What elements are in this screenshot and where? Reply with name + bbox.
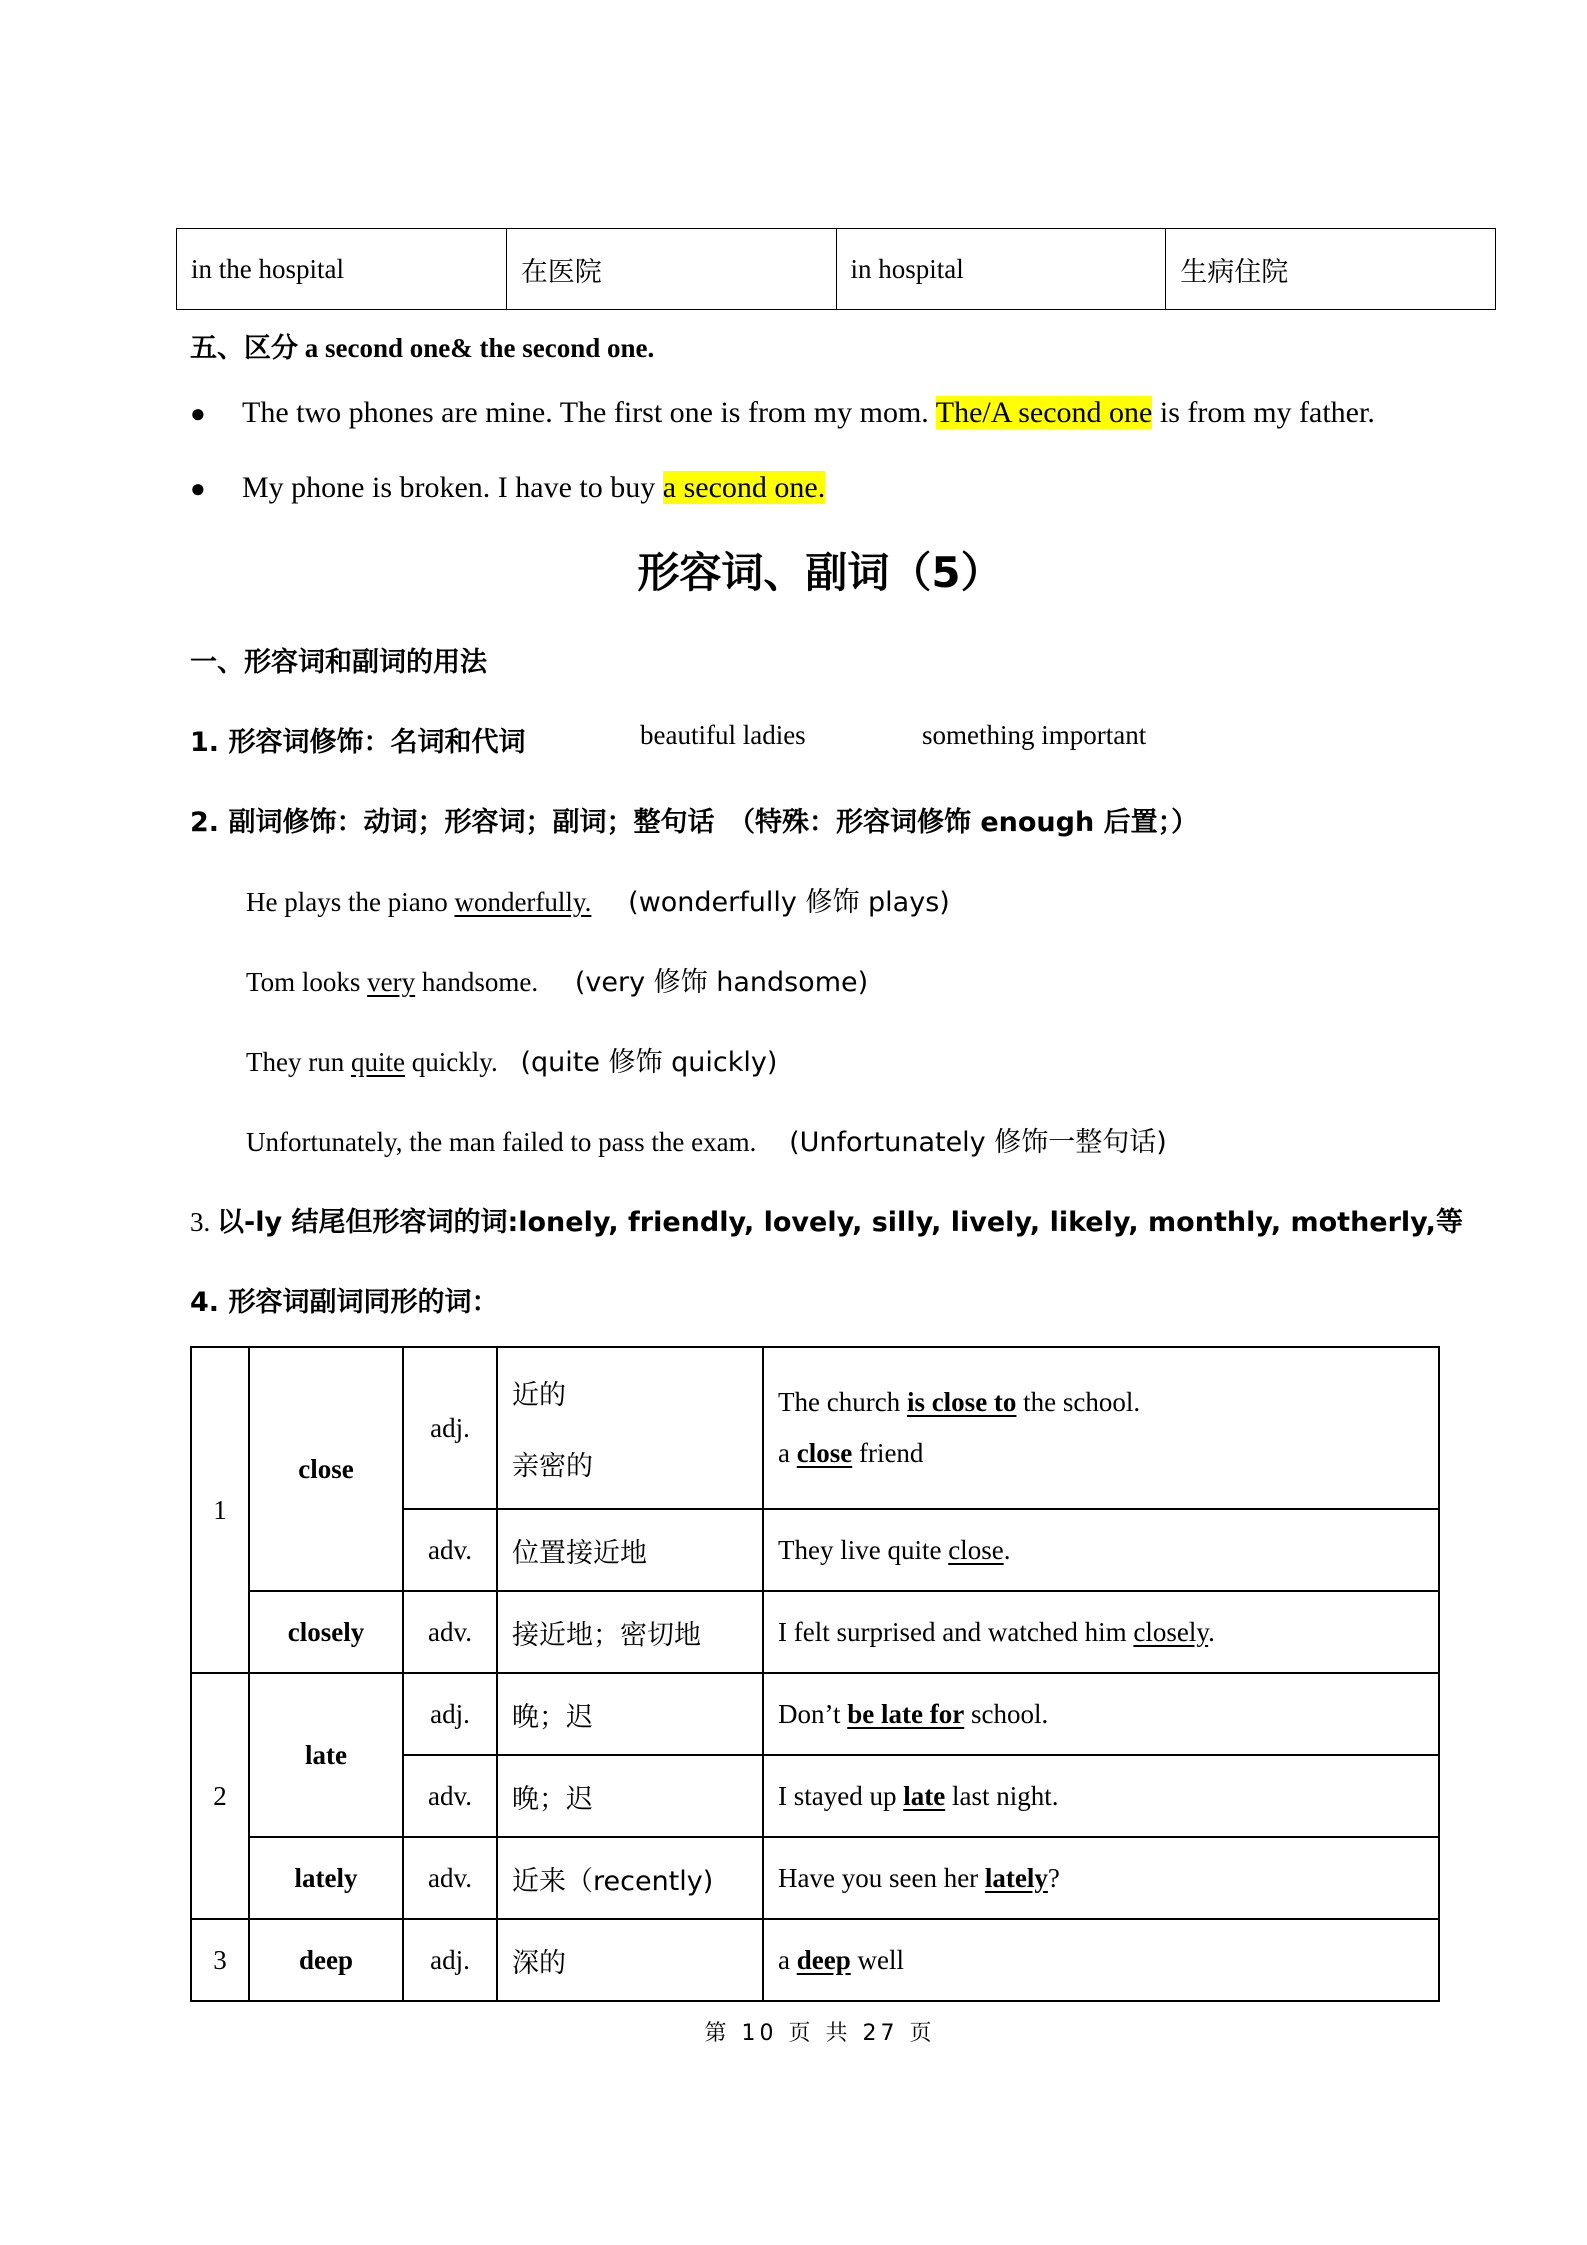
section1-2-label: 2. 副词修饰：动词；形容词；副词；整句话 （特殊：形容词修饰 enough 后置；） (190, 807, 1199, 838)
example-line (778, 1438, 1424, 1469)
example-text: well (850, 1944, 904, 1975)
example-text: Have you seen her (778, 1862, 985, 1893)
table-cell: in the hospital (177, 229, 507, 310)
section1-3 (190, 1200, 1463, 1239)
keyword: lately (984, 1862, 1048, 1893)
example-text: the school. (1016, 1387, 1141, 1417)
example-cell (763, 1673, 1439, 1755)
bullet-text: is from my father. (1152, 396, 1375, 429)
example-note: (very 修饰 handsome) (574, 967, 869, 998)
example-text: ? (1047, 1862, 1060, 1893)
highlight-text: The/A second one (935, 396, 1153, 429)
section1-1-label: 1. 形容词修饰：名词和代词 (190, 727, 526, 758)
example-cell (763, 1837, 1439, 1919)
example-phrase: something important (922, 720, 1147, 750)
highlight-text: a second one. (662, 471, 826, 504)
keyword: be late for (847, 1698, 965, 1729)
example-sentence (246, 1120, 1167, 1159)
example-text: Don’t (778, 1698, 848, 1729)
keyword: close (796, 1438, 853, 1468)
table-row (191, 1837, 1439, 1919)
underlined-word: wonderfully. (454, 887, 592, 917)
pos-cell: adj. (403, 1673, 497, 1755)
example-phrase: beautiful ladies (640, 720, 806, 750)
meaning-cell: 近来（recently) (497, 1837, 763, 1919)
section5-heading (190, 326, 654, 365)
keyword: is close to (906, 1387, 1017, 1417)
example-cell (763, 1591, 1439, 1673)
example-note: (Unfortunately 修饰一整句话) (789, 1127, 1167, 1158)
pos-cell: adv. (403, 1509, 497, 1591)
meaning-text: 亲密的 (512, 1451, 593, 1482)
meaning-cell: 晚；迟 (497, 1755, 763, 1837)
example-cell (763, 1509, 1439, 1591)
meaning-cell: 晚；迟 (497, 1673, 763, 1755)
same-form-words-table (190, 1346, 1440, 2002)
example-text: . (1003, 1534, 1011, 1565)
underlined-word: quite (350, 1047, 405, 1077)
example-cell (763, 1919, 1439, 2001)
bullet-text: My phone is broken. I have to buy (242, 471, 663, 504)
example-cell (763, 1755, 1439, 1837)
example-text: a (778, 1944, 797, 1975)
bullet-icon: ● (190, 474, 206, 503)
example-sentence (246, 880, 950, 919)
sentence-text: handsome. (415, 967, 539, 997)
keyword: deep (796, 1944, 851, 1975)
sentence-text: Unfortunately, the man failed to pass the exam. (246, 1127, 757, 1157)
keyword: close (948, 1534, 1004, 1565)
pos-cell: adv. (403, 1837, 497, 1919)
example-text: a (778, 1438, 797, 1468)
row-number: 1 (191, 1347, 249, 1673)
example-text: last night. (945, 1780, 1059, 1811)
table-cell: 生病住院 (1166, 229, 1496, 310)
hospital-table (176, 228, 1496, 310)
section1-3-num: 3. (190, 1207, 217, 1237)
pos-cell: adj. (403, 1919, 497, 2001)
bullet-item (190, 471, 825, 505)
keyword: late (903, 1780, 946, 1811)
example-text: friend (852, 1438, 924, 1468)
example-text: They live quite (778, 1534, 949, 1565)
word-cell: lately (249, 1837, 403, 1919)
table-row (191, 1591, 1439, 1673)
sentence-text: They run (246, 1047, 351, 1077)
example-text: The church (778, 1387, 907, 1417)
bullet-item (190, 396, 1375, 430)
word-cell: close (249, 1347, 403, 1591)
example-cell (763, 1347, 1439, 1509)
pos-cell: adj. (403, 1347, 497, 1509)
underlined-word: very (367, 967, 416, 997)
example-note: (wonderfully 修饰 plays) (628, 887, 950, 918)
example-text: I stayed up (778, 1780, 904, 1811)
example-line (778, 1387, 1424, 1418)
page-footer: 第 10 页 共 27 页 (704, 2021, 936, 2046)
word-cell: deep (249, 1919, 403, 2001)
table-row (191, 1673, 1439, 1755)
table-cell: 在医院 (506, 229, 836, 310)
section1-4-label: 4. 形容词副词同形的词： (190, 1287, 499, 1318)
sentence-text: Tom looks (246, 967, 368, 997)
word-cell: closely (249, 1591, 403, 1673)
section1-heading: 一、形容词和副词的用法 (190, 647, 487, 678)
sentence-text: He plays the piano (246, 887, 455, 917)
meaning-cell (497, 1347, 763, 1509)
bullet-text: The two phones are mine. The first one is from my mom. (242, 396, 936, 429)
pos-cell: adv. (403, 1755, 497, 1837)
page-title: 形容词、副词（5） (637, 548, 1003, 597)
meaning-cell: 深的 (497, 1919, 763, 2001)
meaning-cell: 接近地；密切地 (497, 1591, 763, 1673)
example-sentence (246, 1040, 777, 1079)
sentence-text: quickly. (404, 1047, 498, 1077)
word-cell: late (249, 1673, 403, 1837)
keyword: closely (1133, 1616, 1209, 1647)
section1-3-label: 以-ly 结尾但形容词的词:lonely, friendly, lovely, silly, lively, likely, monthly, motherly,等 (217, 1207, 1463, 1238)
table-row (177, 229, 1496, 310)
meaning-text: 近的 (512, 1380, 566, 1411)
table-row (191, 1347, 1439, 1509)
bullet-icon: ● (190, 399, 206, 428)
example-text: school. (964, 1698, 1049, 1729)
example-note: (quite 修饰 quickly) (520, 1047, 778, 1078)
section5-heading-en: a second one& the second one. (298, 333, 655, 363)
example-sentence (246, 960, 868, 999)
example-text: I felt surprised and watched him (778, 1616, 1134, 1647)
pos-cell: adv. (403, 1591, 497, 1673)
section5-heading-cn: 五、区分 (190, 333, 298, 364)
table-row (191, 1919, 1439, 2001)
section1-1 (190, 720, 525, 759)
example-text: . (1208, 1616, 1215, 1647)
row-number: 3 (191, 1919, 249, 2001)
table-cell: in hospital (836, 229, 1166, 310)
row-number: 2 (191, 1673, 249, 1919)
meaning-cell: 位置接近地 (497, 1509, 763, 1591)
